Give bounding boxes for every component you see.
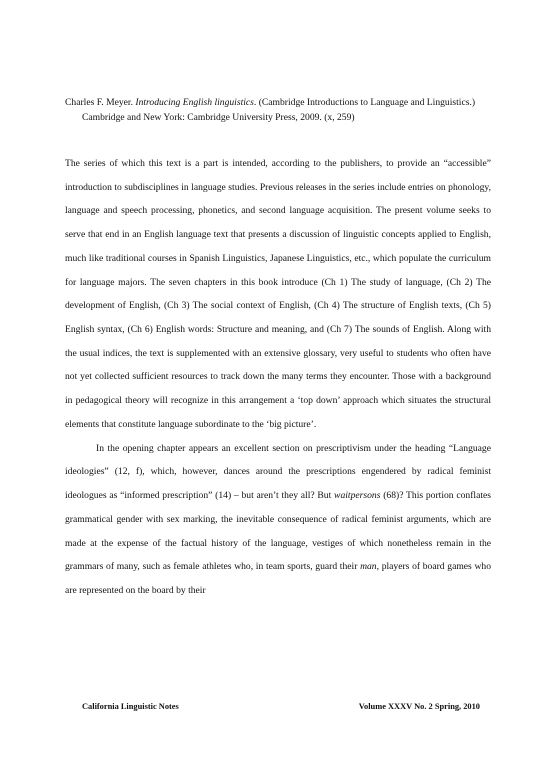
footer-volume-info: Volume XXXV No. 2 Spring, 2010	[358, 702, 480, 711]
page-footer	[82, 702, 480, 711]
paragraph-2-part-e: , players of board games who are represented on the board by their	[65, 561, 491, 596]
footer-journal-name: California Linguistic Notes	[82, 702, 179, 711]
citation-author: Charles F. Meyer.	[65, 97, 133, 108]
italic-term-waitpersons: waitpersons	[334, 490, 381, 502]
paragraph-2-part-c: (68)? This portion conflates grammatical gender with sex marking, the inevitable consequence of radical feminist arguments, which are made at the expense of the factual history of the language, vestiges of which nonetheless remain in the grammars of many, such as female athletes who, in team sports, guard their	[65, 490, 492, 573]
paragraph-2	[65, 437, 491, 603]
paragraph-2-part-a: In the opening chapter appears an excellent section on prescriptivism under the heading “Language ideologies” (12, f), which, however, dances around the prescriptions engendered by radical feminist ideologues as “informed prescription” (14) – but aren’t they all? But	[65, 442, 491, 502]
review-body	[65, 152, 491, 603]
book-citation	[65, 96, 507, 125]
paragraph-1: The series of which this text is a part is intended, according to the publishers, to provide an “accessible” introduction to subdisciplines in language studies. Previous releases in the series include entries on phonology, language and speech processing, phonetics, and second language acquisition. The present volume seeks to serve that end in an English language text that presents a discussion of linguistic concepts applied to English, much like traditional courses in Spanish Linguistics, Japanese Linguistics, etc., which populate the curriculum for language majors. The seven chapters in this book introduce (Ch 1) The study of language, (Ch 2) The development of English, (Ch 3) The social context of English, (Ch 4) The structure of English texts, (Ch 5) English syntax, (Ch 6) English words: Structure and meaning, and (Ch 7) The sounds of English. Along with the usual indices, the text is supplemented with an extensive glossary, very useful to students who often have not yet collected sufficient resources to track down the many terms they encounter. Those with a background in pedagogical theory will recognize in this arrangement a ‘top down’ approach which situates the structural elements that constitute language subordinate to the ‘big picture’.	[65, 158, 491, 430]
citation-title: Introducing English linguistics	[135, 97, 254, 108]
italic-term-man: man	[360, 561, 377, 573]
citation-publication-details: . (Cambridge Introductions to Language and Linguistics.) Cambridge and New York: Cambridge University Press, 2009. (x, 259)	[82, 97, 476, 123]
